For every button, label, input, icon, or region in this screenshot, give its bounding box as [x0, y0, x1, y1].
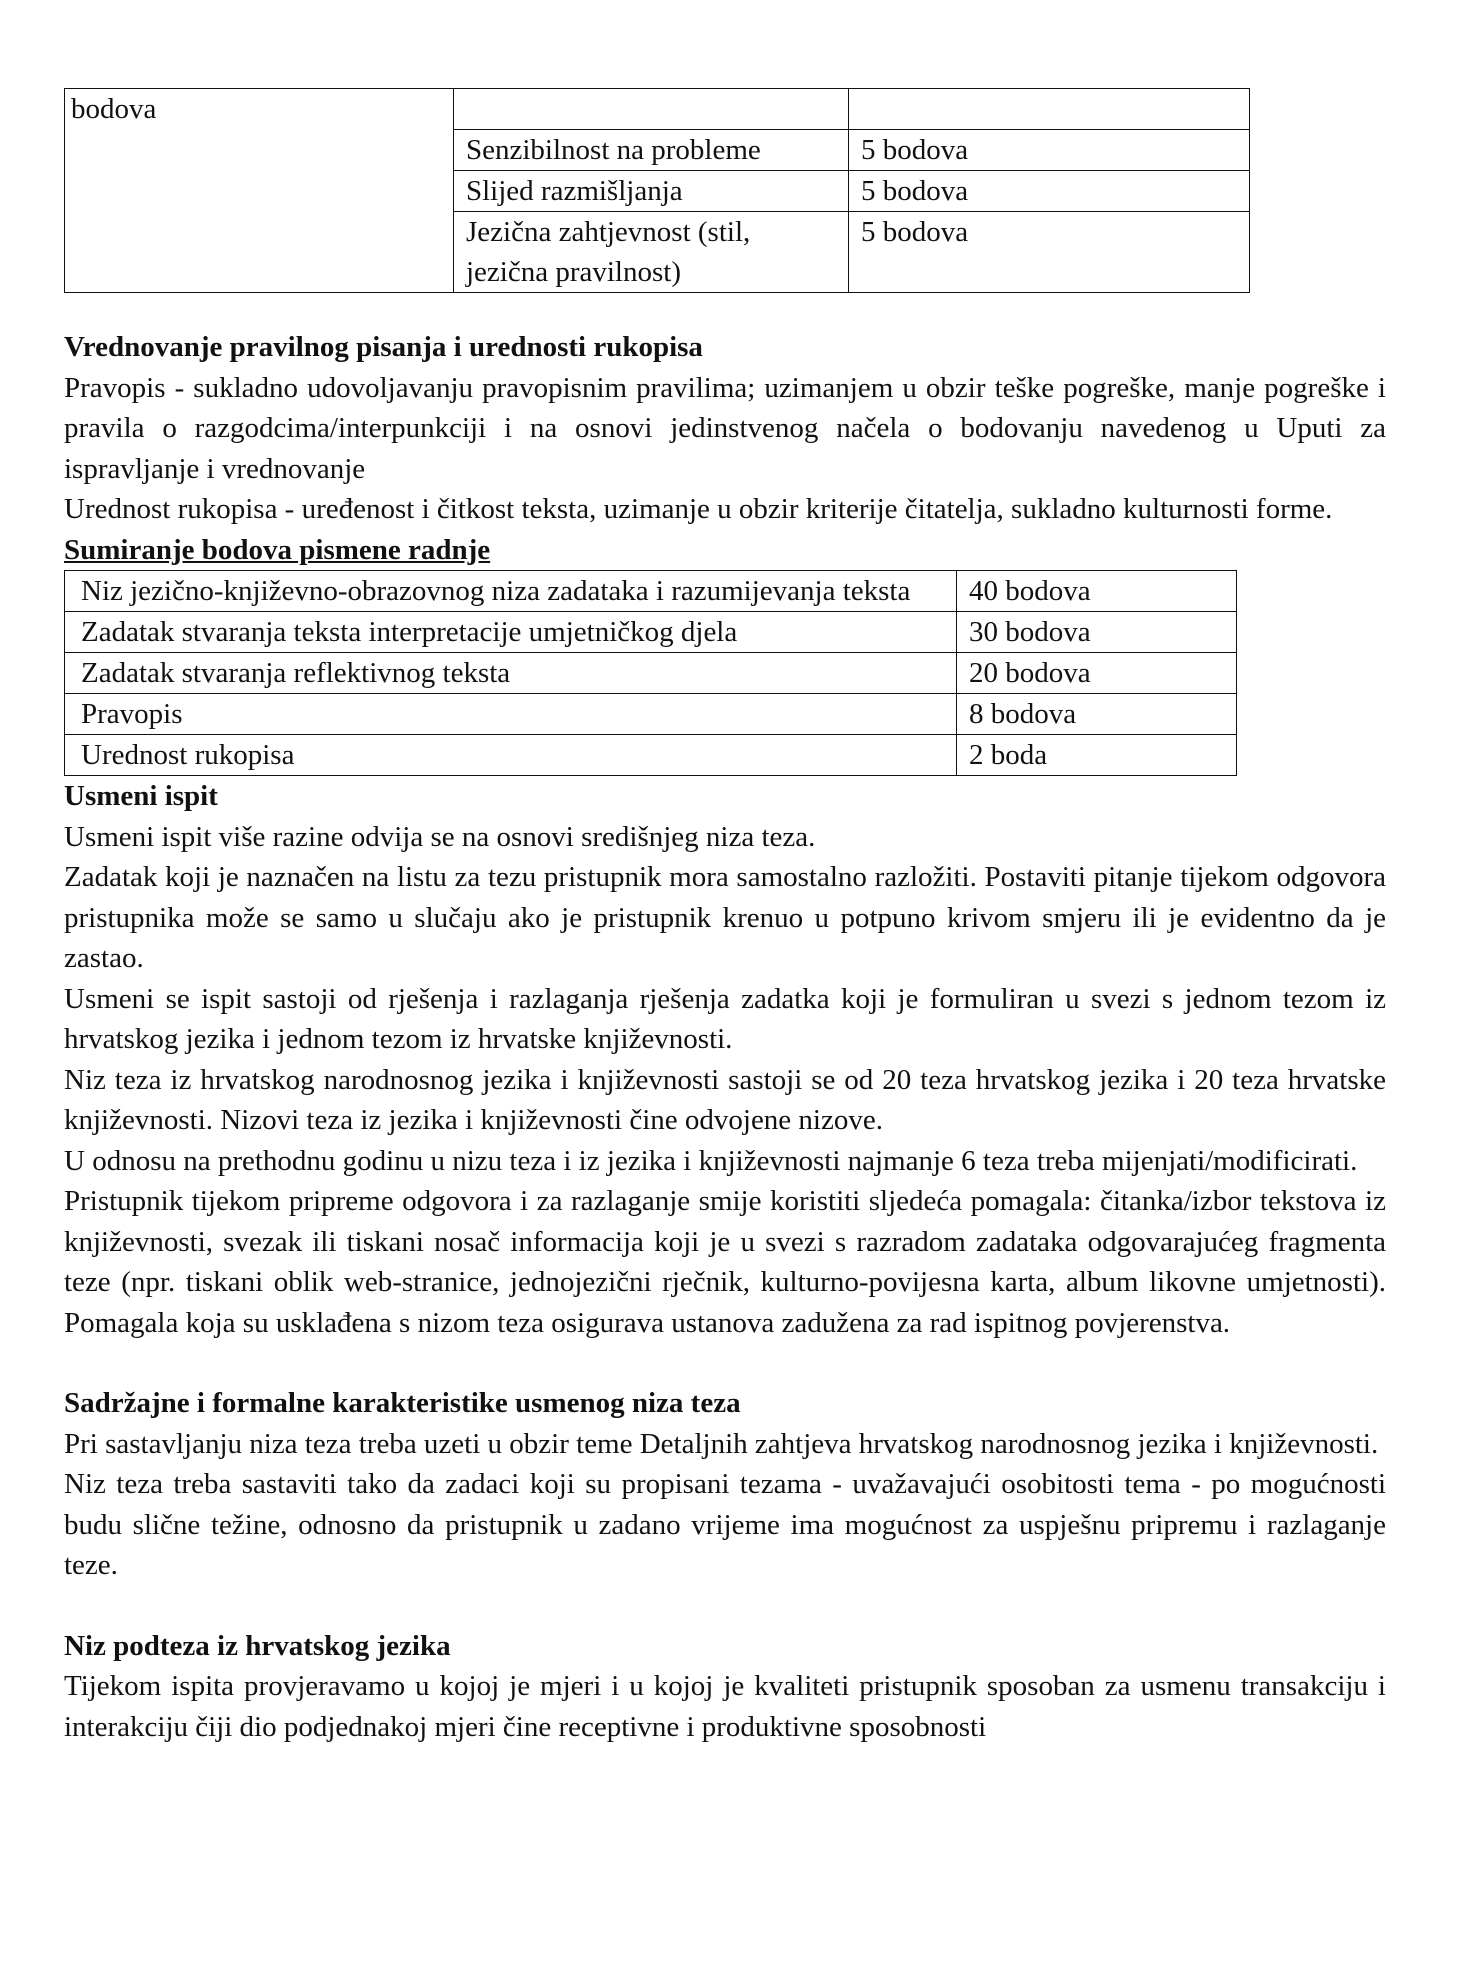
paragraph: Niz teza treba sastaviti tako da zadaci koji su propisani tezama - uvažavajući osobitosti tema - po mogućnosti budu slične težine, odnosno da pristupnik u zadano vrijeme ima mogućnost za uspješnu pripremu i razlaganje teze. — [64, 1468, 1386, 1581]
section-heading-sumiranje: Sumiranje bodova pismene radnje — [64, 533, 491, 566]
table-cell-criterion: Slijed razmišljanja — [454, 171, 849, 212]
table-cell-task: Niz jezično-književno-obrazovnog niza zadataka i razumijevanja teksta — [65, 571, 957, 612]
table-cell-task: Pravopis — [65, 694, 957, 735]
table-cell-points: 40 bodova — [957, 571, 1237, 612]
table-row — [65, 89, 1250, 130]
table-cell-points: 8 bodova — [957, 694, 1237, 735]
table-row — [65, 612, 1237, 653]
paragraph-urednost: Urednost rukopisa - uređenost i čitkost teksta, uzimanje u obzir kriterije čitatelja, sukladno kulturnosti forme. — [64, 493, 1333, 525]
table-cell-points: 5 bodova — [849, 171, 1250, 212]
table-cell-points: 30 bodova — [957, 612, 1237, 653]
paragraph: Usmeni se ispit sastoji od rješenja i razlaganja rješenja zadatka koji je formuliran u svezi s jednom tezom iz hrvatskog jezika i jednom tezom iz hrvatske književnosti. — [64, 982, 1386, 1055]
table-cell-task: Zadatak stvaranja reflektivnog teksta — [65, 653, 957, 694]
paragraph: Pri sastavljanju niza teza treba uzeti u obzir teme Detaljnih zahtjeva hrvatskog narodnosnog jezika i književnosti. — [64, 1427, 1379, 1460]
table-cell-criterion: Senzibilnost na probleme — [454, 130, 849, 171]
table-cell-points — [849, 89, 1250, 130]
table-row — [65, 694, 1237, 735]
paragraph: Pristupnik tijekom pripreme odgovora i za razlaganje smije koristiti sljedeća pomagala: čitanka/izbor tekstova iz književnosti, svezak ili tiskani nosač informacija koji je u svezi s razradom zadataka odgovarajućeg fragmenta teze (npr. tiskani oblik web-stranice, jednojezični rječnik, kulturno-povijesna karta, album likovne umjetnosti). Pomagala koja su usklađena s nizom teza osigurava ustanova zadužena za rad ispitnog povjerenstva. — [64, 1185, 1386, 1339]
paragraph: U odnosu na prethodnu godinu u nizu teza i iz jezika i književnosti najmanje 6 teza treba mijenjati/modificirati. — [64, 1144, 1358, 1177]
table-cell-points: 5 bodova — [849, 130, 1250, 171]
document-page — [64, 88, 1386, 1747]
section-heading-sadrzajne: Sadržajne i formalne karakteristike usmenog niza teza — [64, 1387, 741, 1419]
table-cell-task: Urednost rukopisa — [65, 735, 957, 776]
paragraph: Tijekom ispita provjeravamo u kojoj je mjeri i u kojoj je kvaliteti pristupnik sposoban za usmenu transakciju i interakciju čiji dio podjednakoj mjeri čine receptivne i produktivne sposobnosti — [64, 1670, 1386, 1743]
table-cell-criterion — [454, 89, 849, 130]
table-row — [65, 735, 1237, 776]
section-heading-usmeni: Usmeni ispit — [64, 780, 218, 812]
paragraph-pravopis: Pravopis - sukladno udovoljavanju pravopisnim pravilima; uzimanjem u obzir teške pogreške, manje pogreške i pravila o razgodcima/interpunkciji i na osnovi jedinstvenog načela o bodovanju navedenog u Uputi za ispravljanje i vrednovanje — [64, 371, 1386, 485]
table-cell-points: 5 bodova — [849, 212, 1250, 293]
paragraph: Zadatak koji je naznačen na listu za tezu pristupnik mora samostalno razložiti. Postaviti pitanje tijekom odgovora pristupnika može se samo u slučaju ako je pristupnik krenuo u potpuno krivom smjeru ili je evidentno da je zastao. — [64, 861, 1386, 974]
table-cell-category: bodova — [65, 89, 454, 293]
table-cell-points: 20 bodova — [957, 653, 1237, 694]
section-heading-podteze: Niz podteza iz hrvatskog jezika — [64, 1629, 451, 1662]
table-cell-points: 2 boda — [957, 735, 1237, 776]
table-row — [65, 571, 1237, 612]
paragraph: Niz teza iz hrvatskog narodnosnog jezika i književnosti sastoji se od 20 teza hrvatskog jezika i 20 teza hrvatske književnosti. Nizovi teza iz jezika i književnosti čine odvojene nizove. — [64, 1063, 1386, 1136]
paragraph: Usmeni ispit više razine odvija se na osnovi središnjeg niza teza. — [64, 820, 816, 853]
table-row — [65, 653, 1237, 694]
section-heading-vrednovanje: Vrednovanje pravilnog pisanja i urednosti rukopisa — [64, 331, 703, 363]
summary-table — [64, 570, 1237, 776]
table-cell-task: Zadatak stvaranja teksta interpretacije umjetničkog djela — [65, 612, 957, 653]
criteria-table — [64, 88, 1250, 293]
table-cell-criterion: Jezična zahtjevnost (stil, jezična pravilnost) — [454, 212, 849, 293]
